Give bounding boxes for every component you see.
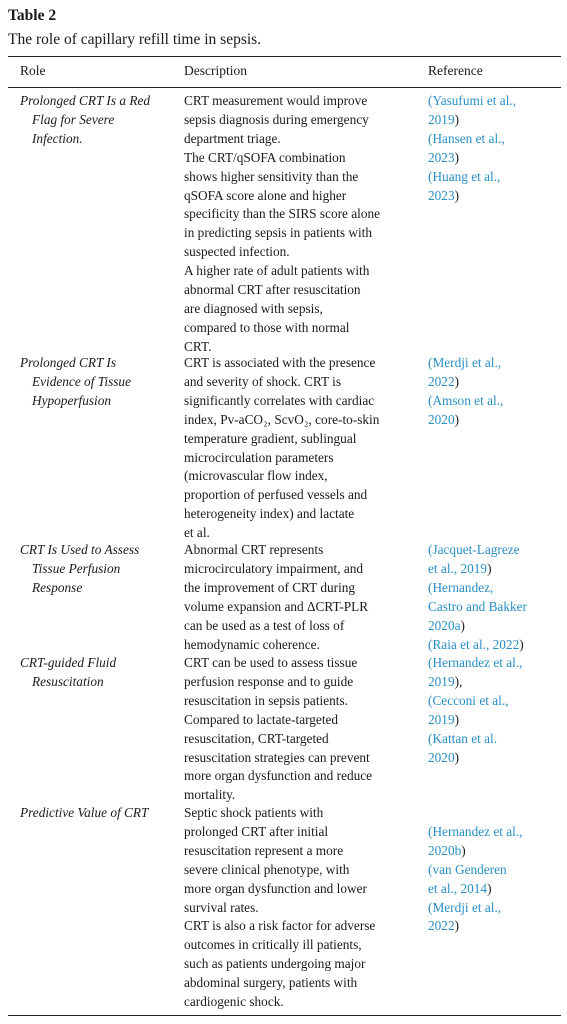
reference-link[interactable]: Hernandez et al., [432,823,523,839]
description-line: A higher rate of adult patients with [184,263,370,279]
reference-link[interactable]: Huang et al., [432,168,501,184]
reference-link[interactable]: Hernandez, [432,579,494,595]
description-cell [184,654,414,805]
reference-line: et al., 2014) [428,880,492,896]
reference-line: 2020b) [428,842,466,858]
description-line: specificity than the SIRS score alone [184,206,381,222]
role-line: Evidence of Tissue [32,373,131,389]
reference-link[interactable]: 2022 [428,373,455,389]
role-cell [20,804,162,823]
reference-cell [428,804,558,936]
reference-link[interactable]: Merdji et al., [432,355,502,370]
description-line: abnormal CRT after resuscitation [184,282,361,298]
description-line: microcirculatory impairment, and [184,560,364,576]
description-line: more organ dysfunction and lower [184,880,367,896]
reference-line: 2023) [428,149,460,165]
reference-link[interactable]: Cecconi et al., [432,692,509,708]
role-line: CRT Is Used to Assess [20,542,140,557]
description-line: et al. [184,525,210,541]
reference-link[interactable]: et al., 2019 [428,560,488,576]
description-cell [184,354,414,543]
description-line: CRT can be used to assess tissue [184,655,358,670]
description-line: significantly correlates with cardiac [184,392,375,408]
reference-link[interactable]: 2023 [428,187,455,203]
description-cell [184,92,414,357]
role-cell [20,654,162,692]
reference-line: et al., 2019) [428,560,492,576]
description-line: in predicting sepsis in patients with [184,225,372,241]
reference-line: (Hernandez et al., [428,823,523,839]
reference-link[interactable]: et al., 2014 [428,880,488,896]
reference-link[interactable]: 2020b [428,842,462,858]
reference-line: 2022) [428,918,460,934]
description-cell [184,804,414,1012]
reference-line: 2019) [428,111,460,127]
reference-link[interactable]: 2019 [428,711,455,727]
reference-link[interactable]: Yasufumi et al., [432,93,517,108]
description-line: compared to those with normal [184,319,350,335]
top-rule [8,56,561,57]
description-line: can be used as a test of loss of [184,617,345,633]
description-line: and severity of shock. CRT is [184,373,342,389]
reference-line: 2023) [428,187,460,203]
description-line: resuscitation strategies can prevent [184,749,370,765]
role-cell [20,541,162,598]
description-line: the improvement of CRT during [184,579,356,595]
description-line: resuscitation represent a more [184,842,344,858]
role-line: Tissue Perfusion [32,560,121,576]
description-line: are diagnosed with sepsis, [184,300,323,316]
description-line: cardiogenic shock. [184,994,284,1010]
description-line: hemodynamic coherence. [184,636,320,652]
reference-link[interactable]: 2022 [428,918,455,934]
role-line: Response [32,579,83,595]
description-line: more organ dysfunction and reduce [184,768,373,784]
role-line: Prolonged CRT Is [20,355,117,370]
role-line: Hypoperfusion [32,392,112,408]
reference-link[interactable]: Raia et al., 2022 [432,636,520,652]
description-line: CRT is also a risk factor for adverse [184,918,376,934]
description-line: CRT is associated with the presence [184,355,376,370]
description-line: The CRT/qSOFA combination [184,149,346,165]
description-line: temperature gradient, sublingual [184,430,357,446]
reference-cell [428,92,558,205]
description-line: Abnormal CRT represents [184,542,324,557]
role-cell [20,354,162,411]
reference-line: 2019) [428,711,460,727]
reference-link[interactable]: Hansen et al., [432,130,505,146]
reference-line: (Merdji et al., [428,355,502,370]
description-line: perfusion response and to guide [184,673,354,689]
reference-line: 2020a) [428,617,465,633]
bottom-rule [8,1015,561,1016]
description-line: CRT measurement would improve [184,93,368,108]
reference-link[interactable]: Castro and Bakker [428,598,527,614]
header-rule [8,87,561,88]
table-label: Table 2 [8,7,57,24]
description-line: proportion of perfused vessels and [184,487,368,503]
reference-line: 2020) [428,749,460,765]
reference-cell [428,654,558,767]
reference-link[interactable]: 2023 [428,149,455,165]
reference-line: (Hernandez et al., [428,655,523,670]
reference-link[interactable]: 2020 [428,749,455,765]
description-line: heterogeneity index) and lactate [184,506,355,522]
description-line: (microvascular flow index, [184,468,328,484]
description-line: qSOFA score alone and higher [184,187,347,203]
reference-link[interactable]: Amson et al., [432,392,504,408]
reference-line: (Raia et al., 2022) [428,636,524,652]
role-line: Prolonged CRT Is a Red [20,93,151,108]
description-line: abdominal surgery, patients with [184,975,358,991]
header-reference: Reference [428,63,483,78]
reference-link[interactable]: van Genderen [432,861,507,877]
table-caption: The role of capillary refill time in sepsis. [8,31,262,48]
reference-line: (Hansen et al., [428,130,505,146]
description-line: index, Pv-aCO₂, ScvO₂, core-to-skin [184,411,380,427]
description-line: prolonged CRT after initial [184,823,329,839]
reference-line: (Merdji et al., [428,899,502,915]
reference-line: (Huang et al., [428,168,501,184]
description-line: microcirculation parameters [184,449,334,465]
reference-line: (Cecconi et al., [428,692,509,708]
reference-line: (Kattan et al. [428,730,498,746]
description-line: CRT. [184,338,212,354]
header-role: Role [20,63,46,78]
reference-line: (Amson et al., [428,392,504,408]
reference-line [428,598,558,617]
reference-link[interactable]: 2020a [428,617,461,633]
reference-line: (Yasufumi et al., [428,93,517,108]
reference-line: 2022) [428,373,460,389]
reference-link[interactable]: Jacquet-Lagreze [432,542,520,557]
reference-line: 2019), [428,673,463,689]
description-line: mortality. [184,787,236,803]
reference-link[interactable]: Hernandez et al., [432,655,523,670]
reference-line [428,804,558,823]
role-line: Infection. [32,130,83,146]
reference-cell [428,541,558,654]
header-description: Description [184,63,247,78]
role-line: CRT-guided Fluid [20,655,117,670]
description-line: survival rates. [184,899,259,915]
description-line: outcomes in critically ill patients, [184,937,362,953]
description-line: resuscitation in sepsis patients. [184,692,348,708]
role-line: Predictive Value of CRT [20,805,149,820]
reference-line: (Jacquet-Lagreze [428,542,520,557]
description-cell [184,541,414,654]
reference-cell [428,354,558,430]
reference-link[interactable]: Kattan et al. [432,730,498,746]
reference-line: (Hernandez, [428,579,494,595]
reference-link[interactable]: 2019 [428,673,455,689]
reference-link[interactable]: Merdji et al., [432,899,502,915]
reference-link[interactable]: 2019 [428,111,455,127]
description-line: shows higher sensitivity than the [184,168,359,184]
role-cell [20,92,162,149]
description-line: severe clinical phenotype, with [184,861,350,877]
description-line: such as patients undergoing major [184,956,366,972]
description-line: resuscitation, CRT-targeted [184,730,329,746]
description-line: Septic shock patients with [184,805,324,820]
description-line: sepsis diagnosis during emergency [184,111,369,127]
description-line: volume expansion and ΔCRT-PLR [184,598,369,614]
role-line: Flag for Severe [32,111,115,127]
role-line: Resuscitation [32,673,104,689]
description-line: Compared to lactate-targeted [184,711,339,727]
description-line: department triage. [184,130,281,146]
reference-line: 2020) [428,411,460,427]
reference-line: (van Genderen [428,861,507,877]
reference-link[interactable]: 2020 [428,411,455,427]
description-line: suspected infection. [184,244,290,260]
